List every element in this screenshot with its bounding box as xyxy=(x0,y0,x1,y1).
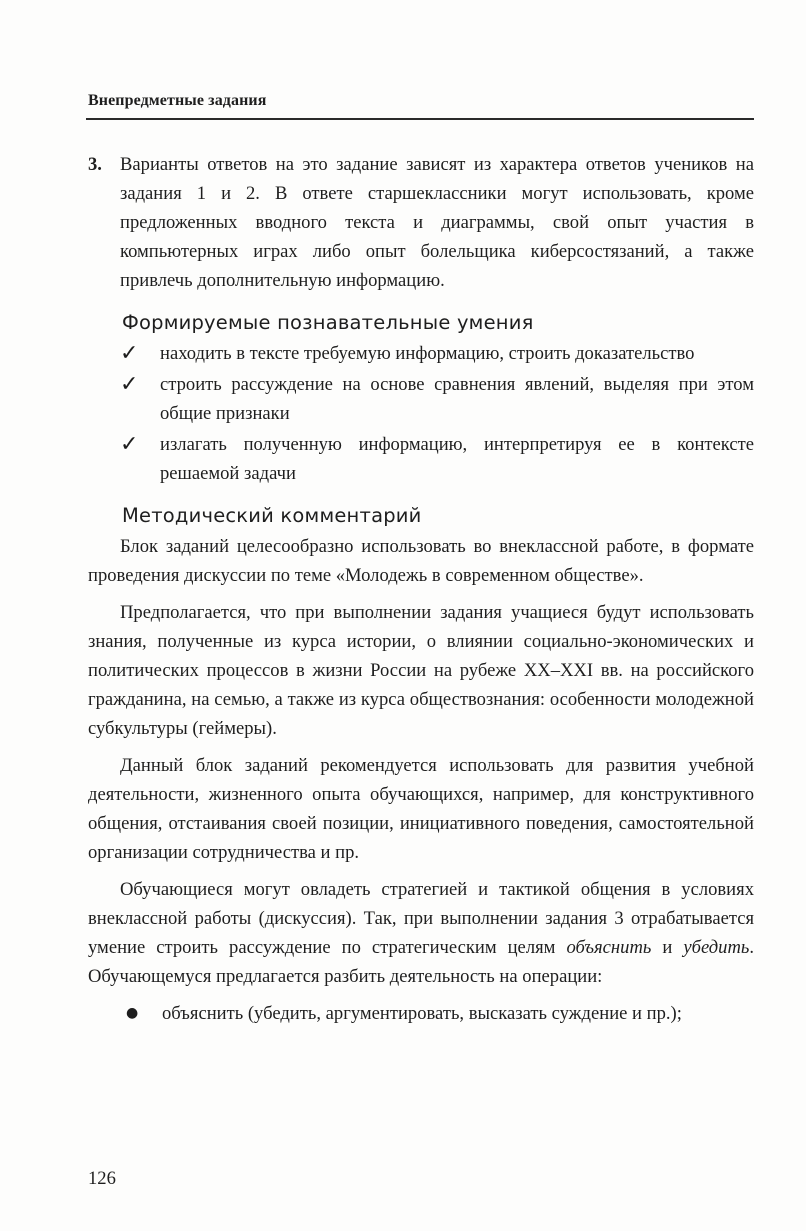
commentary-paragraph-2: Предполагается, что при выполнении задания учащиеся будут использовать знания, полученные из курса истории, о влиянии социально-экономических и политических процессов в жизни России на рубеже XX–XXI вв. на российского гражданина, на семью, а также из курса обществознания: особенности молодежной субкультуры (геймеры). xyxy=(88,602,754,739)
skill-text: излагать полученную информацию, интерпретируя ее в контексте решаемой задачи xyxy=(160,434,754,484)
running-header: Внепредметные задания xyxy=(88,92,267,109)
skills-heading: Формируемые познавательные умения xyxy=(122,311,534,334)
bullet-icon: ● xyxy=(126,1005,139,1021)
paragraph-4-text-c: . Обучающемуся предлагается разбить деятельность на операции: xyxy=(88,937,754,987)
task-item xyxy=(88,150,754,295)
checkmark-icon: ✓ xyxy=(120,372,139,397)
checkmark-icon: ✓ xyxy=(120,341,139,366)
list-item xyxy=(88,430,754,488)
emphasis-persuade: убедить xyxy=(683,937,750,958)
operation-text: объяснить (убедить, аргументировать, высказать суждение и пр.); xyxy=(162,1003,682,1024)
commentary-heading: Методический комментарий xyxy=(122,504,422,527)
paragraph-4-text-a: Обучающиеся могут овладеть стратегией и тактикой общения в условиях внеклассной работы (дискуссия). Так, при выполнении задания 3 отрабатывается умение строить рассуждение по стратегическим целям xyxy=(88,879,754,958)
list-item xyxy=(88,339,754,368)
skills-list xyxy=(88,339,754,488)
header-rule xyxy=(86,118,754,120)
commentary-paragraph-1: Блок заданий целесообразно использовать во внеклассной работе, в формате проведения дискуссии по теме «Молодежь в современном обществе». xyxy=(88,536,754,586)
skill-text: строить рассуждение на основе сравнения явлений, выделяя при этом общие признаки xyxy=(160,374,754,424)
page-content xyxy=(88,150,754,1028)
task-text: Варианты ответов на это задание зависят из характера ответов учеников на задания 1 и 2. В ответе старшеклассники могут использовать, кроме предложенных вводного текста и диаграммы, свой опыт участия в компьютерных играх либо опыт болельщика киберсостязаний, а также привлечь дополнительную информацию. xyxy=(120,154,754,291)
list-item xyxy=(88,370,754,428)
checkmark-icon: ✓ xyxy=(120,432,139,457)
commentary-paragraph-4 xyxy=(88,875,754,991)
operations-list xyxy=(88,999,754,1028)
skill-text: находить в тексте требуемую информацию, строить доказательство xyxy=(160,343,695,364)
list-item xyxy=(88,999,754,1028)
task-number: 3. xyxy=(88,154,102,175)
page-number: 126 xyxy=(88,1168,116,1189)
commentary-paragraph-3: Данный блок заданий рекомендуется использовать для развития учебной деятельности, жизненного опыта обучающихся, например, для конструктивного общения, отстаивания своей позиции, инициативного поведения, самостоятельной организации сотрудничества и пр. xyxy=(88,755,754,863)
emphasis-explain: объяснить xyxy=(566,937,652,958)
paragraph-4-text-b: и xyxy=(651,937,684,958)
